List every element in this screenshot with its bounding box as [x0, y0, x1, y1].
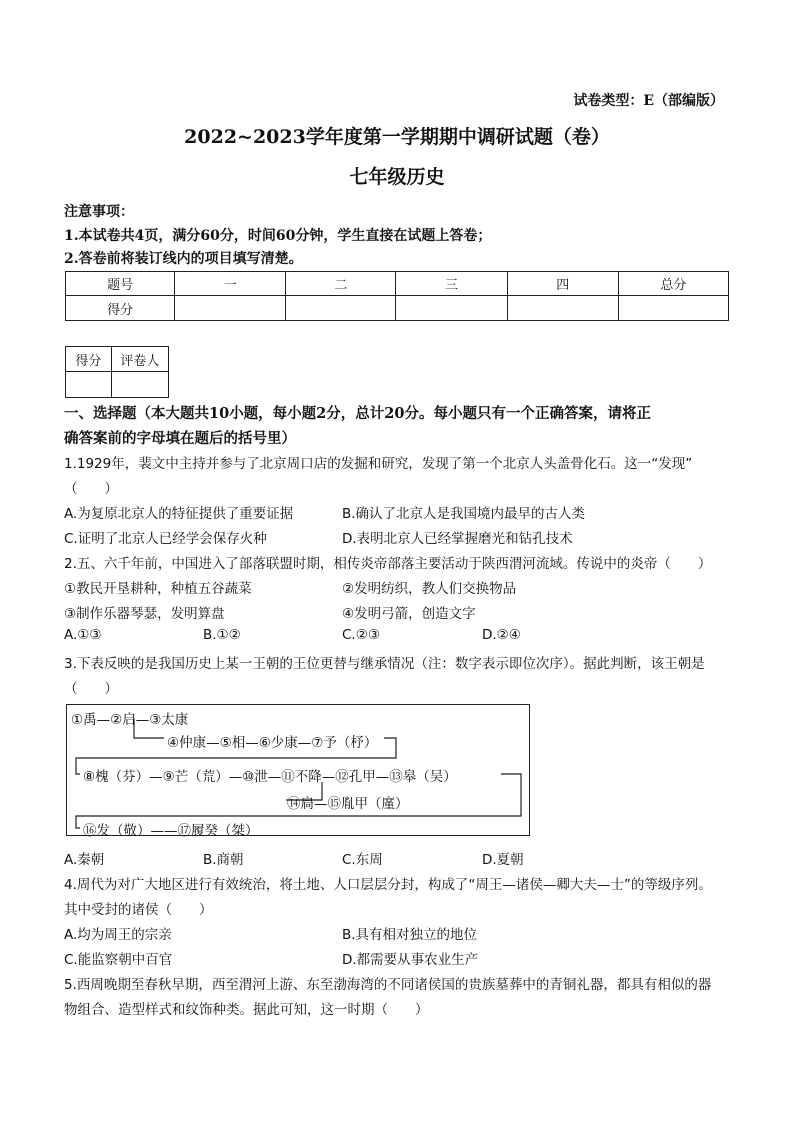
section1-line2: 确答案前的字母填在题后的括号里） — [64, 430, 296, 447]
score-cell[interactable] — [618, 296, 728, 321]
q4-stem-line1: 4.周代为对广大地区进行有效统治，将土地、人口层层分封，构成了“周王—诸侯—卿大夫—士”的等级序列。 — [64, 877, 712, 893]
diagram-row-5: ⑯发（敬）——⑰履癸（桀） — [83, 823, 259, 839]
score-cell[interactable] — [507, 296, 618, 321]
q2-statement-1: ①教民开垦耕种，种植五谷蔬菜 — [64, 581, 252, 597]
score-cell[interactable] — [396, 296, 507, 321]
q2-option-a[interactable]: A.①③ — [64, 627, 102, 643]
score-table-header: 一 — [175, 272, 286, 296]
notes-item-1: 1.本试卷共4页，满分60分，时间60分钟，学生直接在试题上答卷； — [64, 228, 492, 244]
paper-type: 试卷类型：E（部编版） — [573, 93, 724, 109]
q3-stem-line1: 3.下表反映的是我国历史上某一王朝的王位更替与继承情况（注：数字表示即位次序）。据此判断，该王朝是 — [64, 656, 705, 672]
q2-option-b[interactable]: B.①② — [203, 627, 241, 643]
exam-title: 2022~2023学年度第一学期期中调研试题（卷） — [184, 126, 610, 148]
q4-option-d[interactable]: D.都需要从事农业生产 — [342, 952, 479, 968]
q1-option-c[interactable]: C.证明了北京人已经学会保存火种 — [64, 531, 267, 547]
q1-option-b[interactable]: B.确认了北京人是我国境内最早的古人类 — [342, 506, 586, 522]
grader-score-label: 得分 — [66, 347, 112, 372]
score-table — [65, 271, 729, 321]
diagram-row-2: ④仲康—⑤相—⑥少康—⑦予（杼） — [167, 735, 378, 751]
score-cell[interactable] — [175, 296, 286, 321]
q5-stem-line1: 5.西周晚期至春秋早期，西至渭河上游、东至渤海湾的不同诸侯国的贵族墓葬中的青铜礼器，都具有相似的器 — [64, 977, 712, 993]
q1-stem-line2: （ ） — [64, 481, 118, 497]
grader-name-cell[interactable] — [111, 372, 168, 398]
diagram-row-1: ①禹—②启—③太康 — [71, 712, 189, 728]
q2-statement-3: ③制作乐器琴瑟，发明算盘 — [64, 606, 225, 622]
q2-option-c[interactable]: C.②③ — [342, 627, 380, 643]
succession-diagram — [66, 704, 530, 839]
score-row-label: 得分 — [66, 296, 175, 321]
grader-box — [65, 346, 169, 398]
notes-item-2: 2.答卷前将装订线内的项目填写清楚。 — [64, 251, 303, 267]
q1-option-d[interactable]: D.表明北京人已经掌握磨光和钻孔技术 — [342, 531, 573, 547]
q3-option-d[interactable]: D.夏朝 — [482, 852, 524, 868]
q3-option-c[interactable]: C.东周 — [342, 852, 383, 868]
q4-option-c[interactable]: C.能监察朝中百官 — [64, 952, 173, 968]
q4-option-b[interactable]: B.具有相对独立的地位 — [342, 927, 478, 943]
grader-score-cell[interactable] — [66, 372, 112, 398]
q3-option-a[interactable]: A.秦朝 — [64, 852, 105, 868]
q4-stem-line2: 其中受封的诸侯（ ） — [64, 902, 213, 918]
q1-stem-line1: 1.1929年，裴文中主持并参与了北京周口店的发掘和研究，发现了第一个北京人头盖骨化石。这一“发现” — [64, 456, 693, 472]
score-table-header: 四 — [507, 272, 618, 296]
exam-subtitle: 七年级历史 — [349, 166, 445, 188]
q1-option-a[interactable]: A.为复原北京人的特征提供了重要证据 — [64, 506, 294, 522]
q2-statement-2: ②发明纺织，教人们交换物品 — [342, 581, 517, 597]
q3-stem-line2: （ ） — [64, 681, 118, 697]
diagram-row-3: ⑧槐（芬）—⑨芒（荒）—⑩泄—⑪不降—⑫孔甲—⑬皋（吴） — [83, 769, 457, 785]
q2-option-d[interactable]: D.②④ — [482, 627, 521, 643]
score-table-header: 三 — [396, 272, 507, 296]
diagram-row-4: ⑭扃—⑮胤甲（廑） — [287, 796, 409, 812]
q5-stem-line2: 物组合、造型样式和纹饰种类。据此可知，这一时期（ ） — [64, 1002, 429, 1018]
section1-line1: 一、选择题（本大题共10小题，每小题2分，总计20分。每小题只有一个正确答案，请将正 — [64, 405, 651, 422]
score-cell[interactable] — [286, 296, 396, 321]
q3-option-b[interactable]: B.商朝 — [203, 852, 244, 868]
q2-stem: 2.五、六千年前，中国进入了部落联盟时期，相传炎帝部落主要活动于陕西渭河流域。传说中的炎帝（ ） — [64, 556, 712, 572]
score-table-header: 二 — [286, 272, 396, 296]
score-table-header: 题号 — [66, 272, 175, 296]
q4-option-a[interactable]: A.均为周王的宗亲 — [64, 927, 172, 943]
score-table-header: 总分 — [618, 272, 728, 296]
q2-statement-4: ④发明弓箭，创造文字 — [342, 606, 476, 622]
notes-heading: 注意事项： — [64, 204, 134, 220]
grader-name-label: 评卷人 — [111, 347, 168, 372]
